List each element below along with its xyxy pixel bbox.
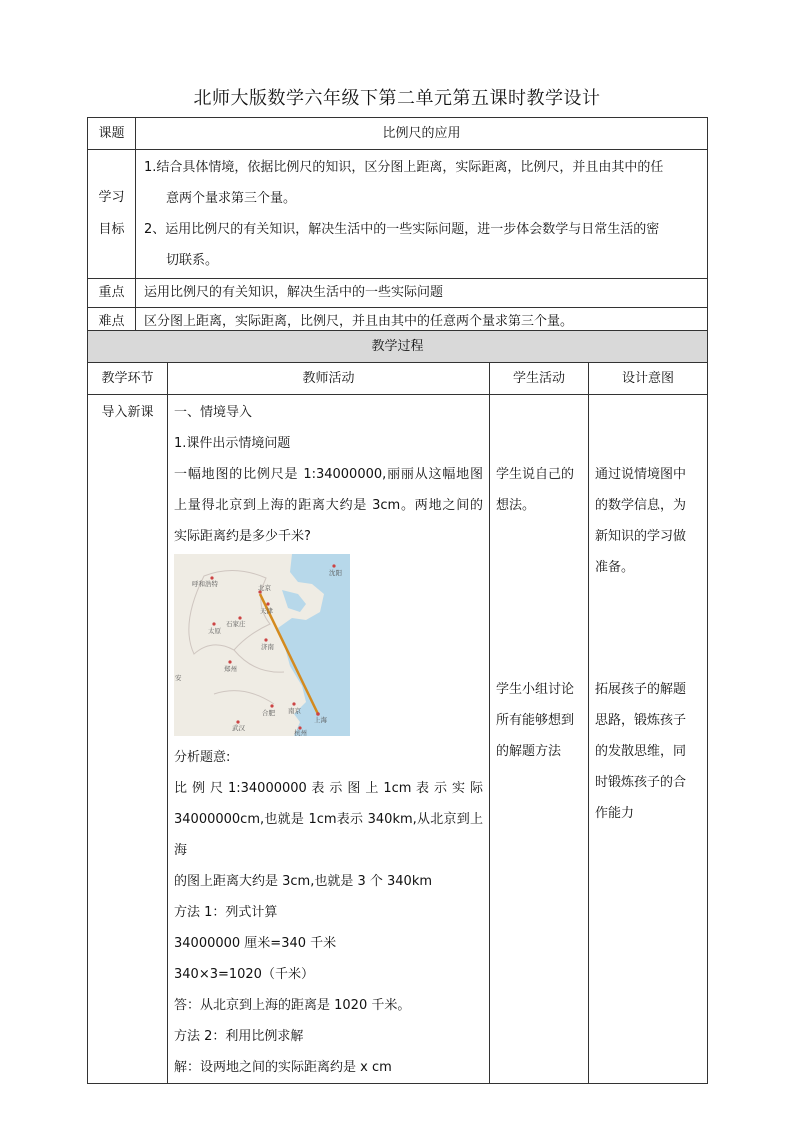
topic-label: 课题: [88, 118, 136, 150]
intent-1-line-3: 新知识的学习做: [595, 529, 687, 544]
goals-label-line1: 学习: [98, 190, 125, 205]
problem-line-3: 实际距离约是多少千米?: [174, 529, 311, 544]
section-header-row: [88, 331, 708, 363]
teacher-sub: 1.课件出示情境问题: [174, 436, 291, 451]
intent-2-line-3: 的发散思维，同: [595, 744, 687, 759]
map-city-wuhan: 武汉: [232, 724, 245, 732]
key-point-value: 运用比例尺的有关知识，解决生活中的一些实际问题: [136, 279, 708, 308]
goal-line-2: 意两个量求第三个量。: [166, 191, 297, 206]
intent-1-line-2: 的数学信息，为: [595, 498, 687, 513]
teacher-heading: 一、情境导入: [174, 405, 253, 420]
map-city-hefei: 合肥: [262, 709, 275, 717]
student-activity-2-line-3: 的解题方法: [496, 744, 562, 759]
key-point-row: [88, 279, 708, 308]
analysis-line-1: 比 例 尺 1:34000000 表 示 图 上 1cm 表 示 实 际: [174, 781, 483, 796]
key-point-label: 重点: [88, 279, 136, 308]
header-student: 学生活动: [490, 363, 589, 395]
problem-line-2: 上量得北京到上海的距离大约是 3cm。两地之间的: [174, 498, 483, 513]
goal-line-4: 切联系。: [166, 253, 219, 268]
map-city-hangzhou: 杭州: [294, 729, 307, 736]
goals-row: [88, 150, 708, 279]
lesson-info-table: [87, 117, 708, 337]
student-activity-cell: [490, 395, 589, 1084]
intro-row: [88, 395, 708, 1084]
goals-label-line2: 目标: [98, 222, 125, 237]
header-stage: 教学环节: [88, 363, 168, 395]
map-city-zhengzhou: 郑州: [224, 665, 237, 673]
difficulty-value: 区分图上距离，实际距离，比例尺，并且由其中的任意两个量求第三个量。: [136, 308, 708, 337]
map-city-shijiazhuang: 石家庄: [226, 620, 246, 628]
stage-cell: 导入新课: [88, 395, 168, 1084]
map-city-jinan: 济南: [261, 643, 274, 651]
goal-line-3: 2、运用比例尺的有关知识，解决生活中的一些实际问题，进一步体会数学与日常生活的密: [144, 222, 660, 237]
student-activity-1-line-2: 想法。: [496, 498, 536, 513]
section-title: 教学过程: [88, 331, 708, 363]
calc-line-1: 34000000 厘米=340 千米: [174, 936, 337, 951]
map-city-shenyang: 沈阳: [329, 569, 342, 577]
calc-line-2: 340×3=1020（千米）: [174, 967, 314, 982]
header-intent: 设计意图: [589, 363, 708, 395]
document-title: 北师大版数学六年级下第二单元第五课时教学设计: [193, 88, 601, 109]
goal-line-1: 1.结合具体情境，依据比例尺的知识，区分图上距离，实际距离，比例尺，并且由其中的任: [144, 160, 664, 175]
goals-label: [88, 150, 136, 279]
map-city-beijing: 北京: [258, 584, 271, 592]
student-activity-2-line-1: 学生小组讨论: [496, 682, 575, 697]
student-activity-2-line-2: 所有能够想到: [496, 713, 575, 728]
intent-2-line-4: 时锻炼孩子的合: [595, 775, 687, 790]
student-activity-1-line-1: 学生说自己的: [496, 467, 575, 482]
map-city-an: 安: [175, 674, 182, 682]
map-city-tianjin: 天津: [260, 607, 273, 615]
solution-line: 解：设两地之间的实际距离约是 x cm: [174, 1060, 392, 1075]
map-city-nanjing: 南京: [288, 707, 301, 715]
topic-value: 比例尺的应用: [136, 118, 708, 150]
analysis-line-3: 的图上距离大约是 3cm,也就是 3 个 340km: [174, 874, 433, 889]
intent-1-line-1: 通过说情境图中: [595, 467, 687, 482]
column-header-row: [88, 363, 708, 395]
design-intent-cell: [589, 395, 708, 1084]
topic-row: [88, 118, 708, 150]
teacher-activity-cell: [168, 395, 490, 1084]
map-city-taiyuan: 太原: [208, 627, 221, 635]
answer-line: 答：从北京到上海的距离是 1020 千米。: [174, 998, 411, 1013]
teaching-process-table: [87, 330, 708, 1084]
intent-2-line-5: 作能力: [595, 806, 635, 821]
problem-line-1: 一幅地图的比例尺是 1:34000000,丽丽从这幅地图: [174, 467, 483, 482]
method-2: 方法 2：利用比例求解: [174, 1029, 304, 1044]
china-map-image: [174, 554, 350, 736]
goals-content: [136, 150, 708, 279]
analysis-line-2: 34000000cm,也就是 1cm表示 340km,从北京到上海: [174, 812, 483, 858]
intent-2-line-2: 思路，锻炼孩子: [595, 713, 687, 728]
header-teacher: 教师活动: [168, 363, 490, 395]
analysis-title: 分析题意:: [174, 750, 231, 765]
intent-2-line-1: 拓展孩子的解题: [595, 682, 687, 697]
map-city-hohhot: 呼和浩特: [192, 580, 218, 588]
intent-1-line-4: 准备。: [595, 560, 635, 575]
map-city-shanghai: 上海: [314, 716, 327, 724]
difficulty-label: 难点: [88, 308, 136, 337]
method-1: 方法 1：列式计算: [174, 905, 278, 920]
